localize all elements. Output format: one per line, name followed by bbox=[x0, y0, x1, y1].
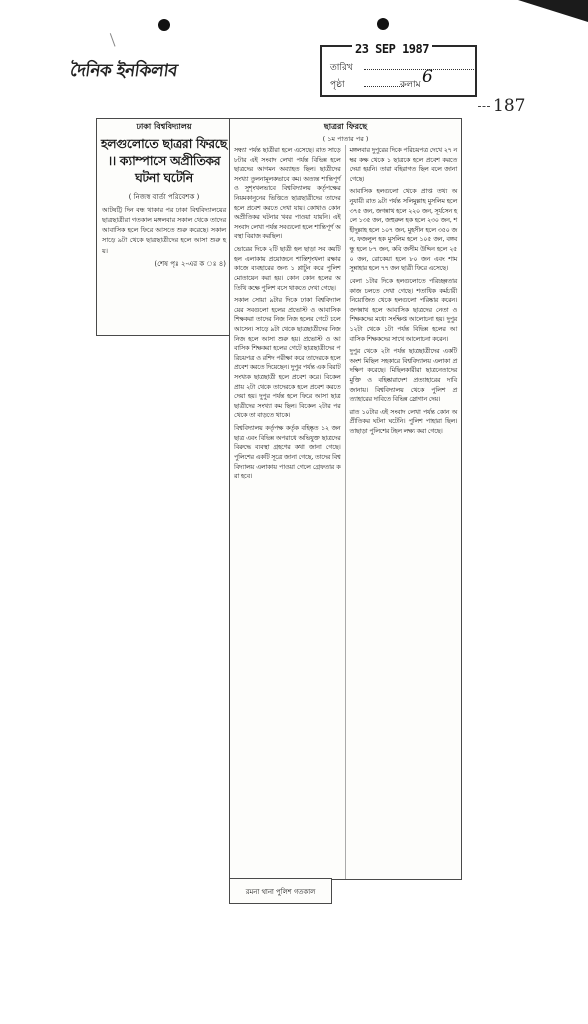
headline-clipping bbox=[96, 118, 232, 336]
continuation-note: (শেষ পৃঃ ২-এর ক ঃ ৪) bbox=[154, 259, 226, 268]
stamp-page-label: পৃষ্ঠা bbox=[330, 80, 345, 90]
article-column-2 bbox=[346, 145, 462, 880]
stamp-date-row bbox=[330, 60, 353, 75]
stamp-page-line bbox=[364, 77, 404, 87]
body-clipping bbox=[229, 118, 462, 880]
folio-dash bbox=[478, 106, 490, 107]
article-intro: আটষট্টি দিন বন্ধ থাকার পর ঢাকা বিশ্ববিদ্যালয়ের ছাত্রছাত্রীরা গতকাল মঙ্গলবার সকাল থেকে তাদের আবাসিক হলে ফিরে আসতে শুরু করেছে। সকাল সাড়ে ৯টা থেকে ছাত্রছাত্রীদের হলে আসা শুরু হয়। bbox=[102, 205, 226, 255]
paragraph: রাত ১০টার এই সংবাদ লেখা পর্যন্ত কোন অপ্রীতিকর ঘটনা ঘটেনি। পুলিশ পাহারা ছিল। তাছাড়া পুলিশের টহল লক্ষ্য করা গেছে। bbox=[349, 407, 457, 436]
paragraph: বেলা ১টার দিকে হলগুলোতে পরিচ্ছন্নতার কাজ চলতে দেখা গেছে। শতাধিক কর্মচারী নিয়োজিত থেকে হলগুলো পরিষ্কার করেন। জগন্নাথ হলে আবাসিক ছাত্রদের নেতা ও শিক্ষকদের মধ্যে সংক্ষিপ্ত আলোচনা হয়। দুপুর ১২টা থেকে ১টা পর্যন্ত বিভিন্ন হলের আবাসিক শিক্ষকদের সাথে আলোচনা করেন। bbox=[349, 276, 457, 343]
punch-hole-icon bbox=[377, 18, 389, 30]
headline-kicker: ঢাকা বিশ্ববিদ্যালয় bbox=[136, 122, 192, 131]
stamp-column-label: কলাম bbox=[400, 80, 421, 90]
stamp-date-line bbox=[364, 60, 474, 70]
article-byline: ( নিজস্ব বার্তা পরিবেশক ) bbox=[128, 192, 200, 201]
article-column-1 bbox=[230, 145, 346, 880]
stamp-page-handwritten: 6 bbox=[422, 67, 433, 87]
tail-clipping bbox=[229, 878, 332, 904]
punch-hole-icon bbox=[158, 19, 170, 31]
paragraph: বিশ্ববিদ্যালয় কর্তৃপক্ষ কর্তৃক বহিষ্কৃত ১২ জন ছাত্র এবং বিভিন্ন অপরাধে অভিযুক্ত ছাত্রদের বিরুদ্ধে ব্যবস্থা গ্রহণের কথা জানা গেছে। পুলিশের একটি সূত্রে জানা গেছে, তাদের বিশ্ববিদ্যালয় এলাকায় পাওয়া গেলে গ্রেফতার করা হবে। bbox=[234, 424, 341, 481]
folio-number: 187 bbox=[493, 96, 526, 116]
paragraph: দুপুর থেকে ২টা পর্যন্ত ছাত্রছাত্রীদের একটি অংশ মিছিল সহকারে বিশ্ববিদ্যালয় এলাকা প্রদক্ষিণ করেছে। মিছিলকারীরা ছাত্রনেতাদের মুক্তি ও বহিষ্কারাদেশ প্রত্যাহারের দাবি জানায়। বিশ্ববিদ্যালয় থেকে পুলিশ প্রত্যাহারের দাবিতে বিভিন্ন স্লোগান দেয়। bbox=[349, 347, 457, 404]
stamp-date: 23 SEP 1987 bbox=[352, 42, 432, 56]
article-columns bbox=[230, 145, 461, 880]
article-headline: হলগুলোতে ছাত্ররা ফিরছে ।। ক্যাম্পাসে অপ্রীতিকর ঘটনা ঘটেনি bbox=[101, 136, 227, 185]
continuation-subtitle: ( ১ম পাতার পর ) bbox=[322, 135, 369, 143]
tail-text: রমনা থানা পুলিশ গতকাল bbox=[245, 888, 316, 896]
paragraph: সন্ধ্যা পর্যন্ত ছাত্রীরা হলে এসেছে। রাত সাড়ে ৮টার এই সংবাদ লেখা পর্যন্ত বিভিন্ন হলে ছাত্রদের আগমন অব্যাহত ছিল। ছাত্রীদের সংখ্যা তুলনামূলকভাবে কম। অত্যন্ত শান্তিপূর্ণ ও সুশৃংখলভাবে বিশ্ববিদ্যালয় কর্তৃপক্ষের নিয়মকানুনের ভিত্তিতে ছাত্রছাত্রীদের তাদের হলে প্রবেশ করতে দেখা যায়। কোথাও কোন অপ্রীতিকর ঘটনার খবর পাওয়া যায়নি। এই সংবাদ লেখা পর্যন্ত সবগুলো হলে শান্তিপূর্ণ অবস্থা বিরাজ করছিল। bbox=[234, 146, 341, 241]
date-stamp bbox=[320, 42, 477, 97]
stamp-page-row bbox=[330, 77, 345, 92]
newspaper-name: দৈনিক ইনকিলাব bbox=[68, 61, 179, 81]
pencil-mark bbox=[110, 31, 120, 46]
page-corner-fold bbox=[518, 0, 588, 22]
continuation-title: ছাত্ররা ফিরছে bbox=[323, 122, 368, 131]
paragraph: মঙ্গলবার দুপুরের দিকে পরিচয়পত্র দেখে ২৭ নম্বর কক্ষ থেকে ১ ছাত্রকে হলে প্রবেশ করতে দেয়া হয়নি। তারা বহিরাগত ছিল বলে জানা গেছে। bbox=[349, 146, 457, 183]
paragraph: ভোরের দিকে ২টি ছাত্রী হল ছাড়া সব কয়টি হল এলাকায় প্রয়োজনে শান্তিশৃংখলা রক্ষার কাজে ব্যবহারের জন্য ১ প্লাটুন করে পুলিশ মোতায়েন করা হয়। কোন কোন হলের অতিথি কক্ষে পুলিশ বসে থাকতে দেখা গেছে। bbox=[234, 245, 341, 292]
stamp-date-label: তারিখ bbox=[330, 63, 353, 73]
paragraph: আবাসিক হলগুলো থেকে প্রাপ্ত তথ্য অনুযায়ী রাত ৯টা পর্যন্ত সলিমুল্লাহ মুসলিম হলে ৩৭৫ জন, জগন্নাথ হলে ২২০ জন, সূর্যসেন হলে ১৩৫ জন, জহুরুল হক হলে ২৩০ জন, শহীদুল্লাহ হলে ১০৭ জন, মুহসীন হলে ৩৫০ জন, ফজলুল হক মুসলিম হলে ১০৫ জন, বঙ্গবন্ধু হলে ৮৭ জন, কবি জসীম উদ্দিন হলে ২৫০ জন, রোকেয়া হলে ৮০ জন এবং শামসুন্নাহার হলে ৭৭ জন ছাত্রী ফিরে এসেছে। bbox=[349, 187, 457, 273]
paragraph: সকাল সোয়া ৯টার দিকে ঢাকা বিশ্ববিদ্যালয়ের সবগুলো হলের প্রভোস্ট ও আবাসিক শিক্ষকরা তাদের নিজ নিজ হলের গেটে চলে আসেন। সাড়ে ৯টা থেকে ছাত্রছাত্রীদের নিজ নিজ হলে আসা শুরু হয়। প্রভোস্ট ও আবাসিক শিক্ষকরা হলের গেটে ছাত্রছাত্রীদের পরিচয়পত্র ও রশিদ পরীক্ষা করে তাদেরকে হলে প্রবেশ করতে দিয়েছেন। দুপুর পর্যন্ত এক বিরাট সংখ্যক ছাত্রছাত্রী হলে প্রবেশ করে। বিকেল প্রায় ২টা থেকে তাদেরকে হলে প্রবেশ করতে দেয়া হয়। দুপুর পর্যন্ত হলে ফিরে আসা ছাত্রছাত্রীদের সংখ্যা কম ছিল। বিকেল ২টার পর থেকে তা বাড়তে থাকে। bbox=[234, 296, 341, 420]
